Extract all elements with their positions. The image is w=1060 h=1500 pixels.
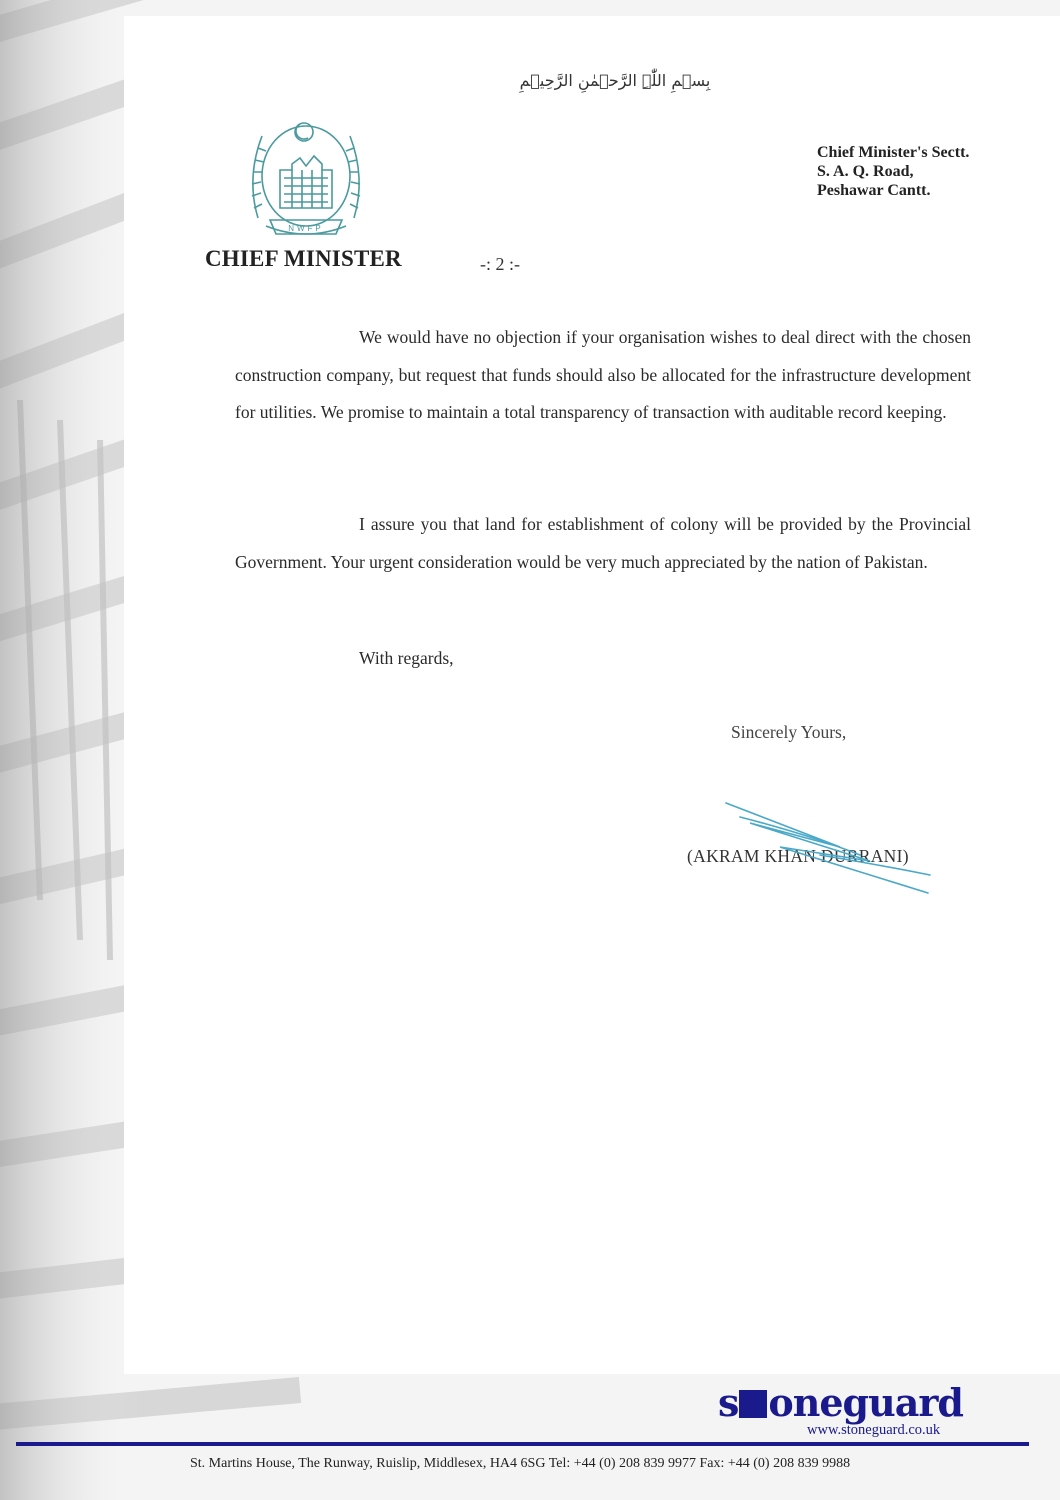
signatory-name: (AKRAM KHAN DURRANI) xyxy=(687,846,909,866)
svg-text:NWFP: NWFP xyxy=(288,224,324,233)
nwfp-emblem xyxy=(236,108,376,248)
chief-minister-title: CHIEF MINISTER xyxy=(205,246,402,271)
sender-address xyxy=(817,143,969,200)
body-paragraph: We would have no objection if your organisation wishes to deal direct with the chosen construction company, but request that funds should also be allocated for the infrastructure development for utilities. We promise to maintain a total transparency of transaction with auditable record keeping. xyxy=(235,327,971,422)
bismillah-calligraphy xyxy=(515,60,715,100)
sincerely-line: Sincerely Yours, xyxy=(731,722,847,742)
address-line: S. A. Q. Road, xyxy=(817,163,914,180)
website-link[interactable]: www.stoneguard.co.uk xyxy=(807,1422,941,1438)
regards-line: With regards, xyxy=(359,648,454,668)
footer-address: St. Martins House, The Runway, Ruislip, Middlesex, HA4 6SG Tel: +44 (0) 208 839 9977 Fax: +44 (0) 208 839 9988 xyxy=(190,1456,851,1471)
footer-divider xyxy=(16,1442,1029,1446)
body-paragraph: I assure you that land for establishment of colony will be provided by the Provincial Government. Your urgent consideration would be very much appreciated by the nation of Pakistan. xyxy=(235,514,971,572)
castle-tower-icon xyxy=(739,1390,767,1418)
address-line: Peshawar Cantt. xyxy=(817,182,931,199)
svg-text:بِسۡمِ اللّٰہِ الرَّحۡمٰنِ الر: بِسۡمِ اللّٰہِ الرَّحۡمٰنِ الرَّحِیۡمِ xyxy=(519,71,711,90)
address-line: Chief Minister's Sectt. xyxy=(817,144,970,161)
page-number: -: 2 :- xyxy=(480,254,520,274)
logo-wordmark: s oneguard xyxy=(718,1380,963,1425)
handwritten-signature xyxy=(720,795,950,905)
